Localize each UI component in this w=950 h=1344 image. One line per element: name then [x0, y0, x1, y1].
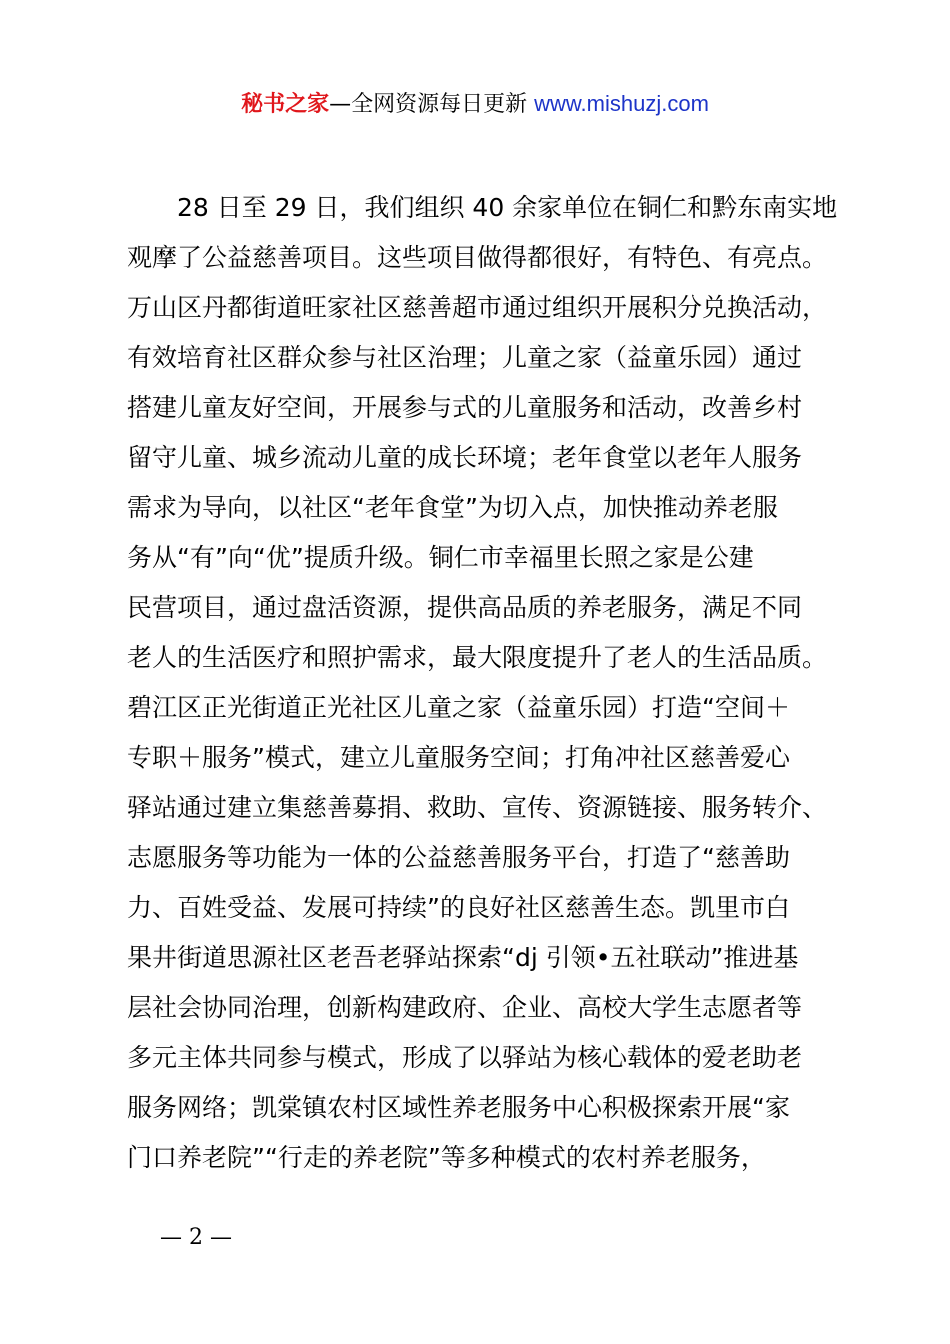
text-line: 志愿服务等功能为一体的公益慈善服务平台，打造了“慈善助 [127, 843, 790, 872]
text-line: 留守儿童、城乡流动儿童的成长环境；老年食堂以老年人服务 [127, 443, 803, 472]
page-number: — 2 — [160, 1225, 232, 1250]
text-line: 专职＋服务”模式，建立儿童服务空间；打角冲社区慈善爱心 [127, 743, 790, 772]
site-header [0, 86, 950, 123]
text-line: 层社会协同治理，创新构建政府、企业、高校大学生志愿者等 [127, 993, 803, 1022]
text-line: 搭建儿童友好空间，开展参与式的儿童服务和活动，改善乡村 [127, 393, 803, 422]
header-tagline: —全网资源每日更新 [329, 92, 535, 117]
text-line: 服务网络；凯棠镇农村区域性养老服务中心积极探索开展“家 [127, 1093, 790, 1122]
document-body [127, 183, 852, 1183]
text-line: 多元主体共同参与模式，形成了以驿站为核心载体的爱老助老 [127, 1043, 803, 1072]
brand-name: 秘书之家 [241, 92, 330, 117]
text-line: 有效培育社区群众参与社区治理；儿童之家（益童乐园）通过 [127, 343, 803, 372]
text-line: 门口养老院”“行走的养老院”等多种模式的农村养老服务， [127, 1143, 766, 1172]
text-line: 28 日至 29 日，我们组织 40 余家单位在铜仁和黔东南实地 [177, 193, 838, 222]
text-line: 民营项目，通过盘活资源，提供高品质的养老服务，满足不同 [127, 593, 803, 622]
text-line: 果井街道思源社区老吾老驿站探索“dj 引领•五社联动”推进基 [127, 943, 799, 972]
text-line: 需求为导向，以社区“老年食堂”为切入点，加快推动养老服 [127, 493, 778, 522]
text-line: 老人的生活医疗和照护需求，最大限度提升了老人的生活品质。 [127, 643, 828, 672]
site-url-link[interactable]: www.mishuzj.com [534, 91, 709, 116]
text-line: 驿站通过建立集慈善募捐、救助、宣传、资源链接、服务转介、 [127, 793, 828, 822]
text-line: 力、百姓受益、发展可持续”的良好社区慈善生态。凯里市白 [127, 893, 790, 922]
text-line: 务从“有”向“优”提质升级。铜仁市幸福里长照之家是公建 [127, 543, 754, 572]
text-line: 碧江区正光街道正光社区儿童之家（益童乐园）打造“空间＋ [127, 693, 790, 722]
text-line: 万山区丹都街道旺家社区慈善超市通过组织开展积分兑换活动， [127, 293, 828, 322]
text-line: 观摩了公益慈善项目。这些项目做得都很好，有特色、有亮点。 [127, 243, 828, 272]
